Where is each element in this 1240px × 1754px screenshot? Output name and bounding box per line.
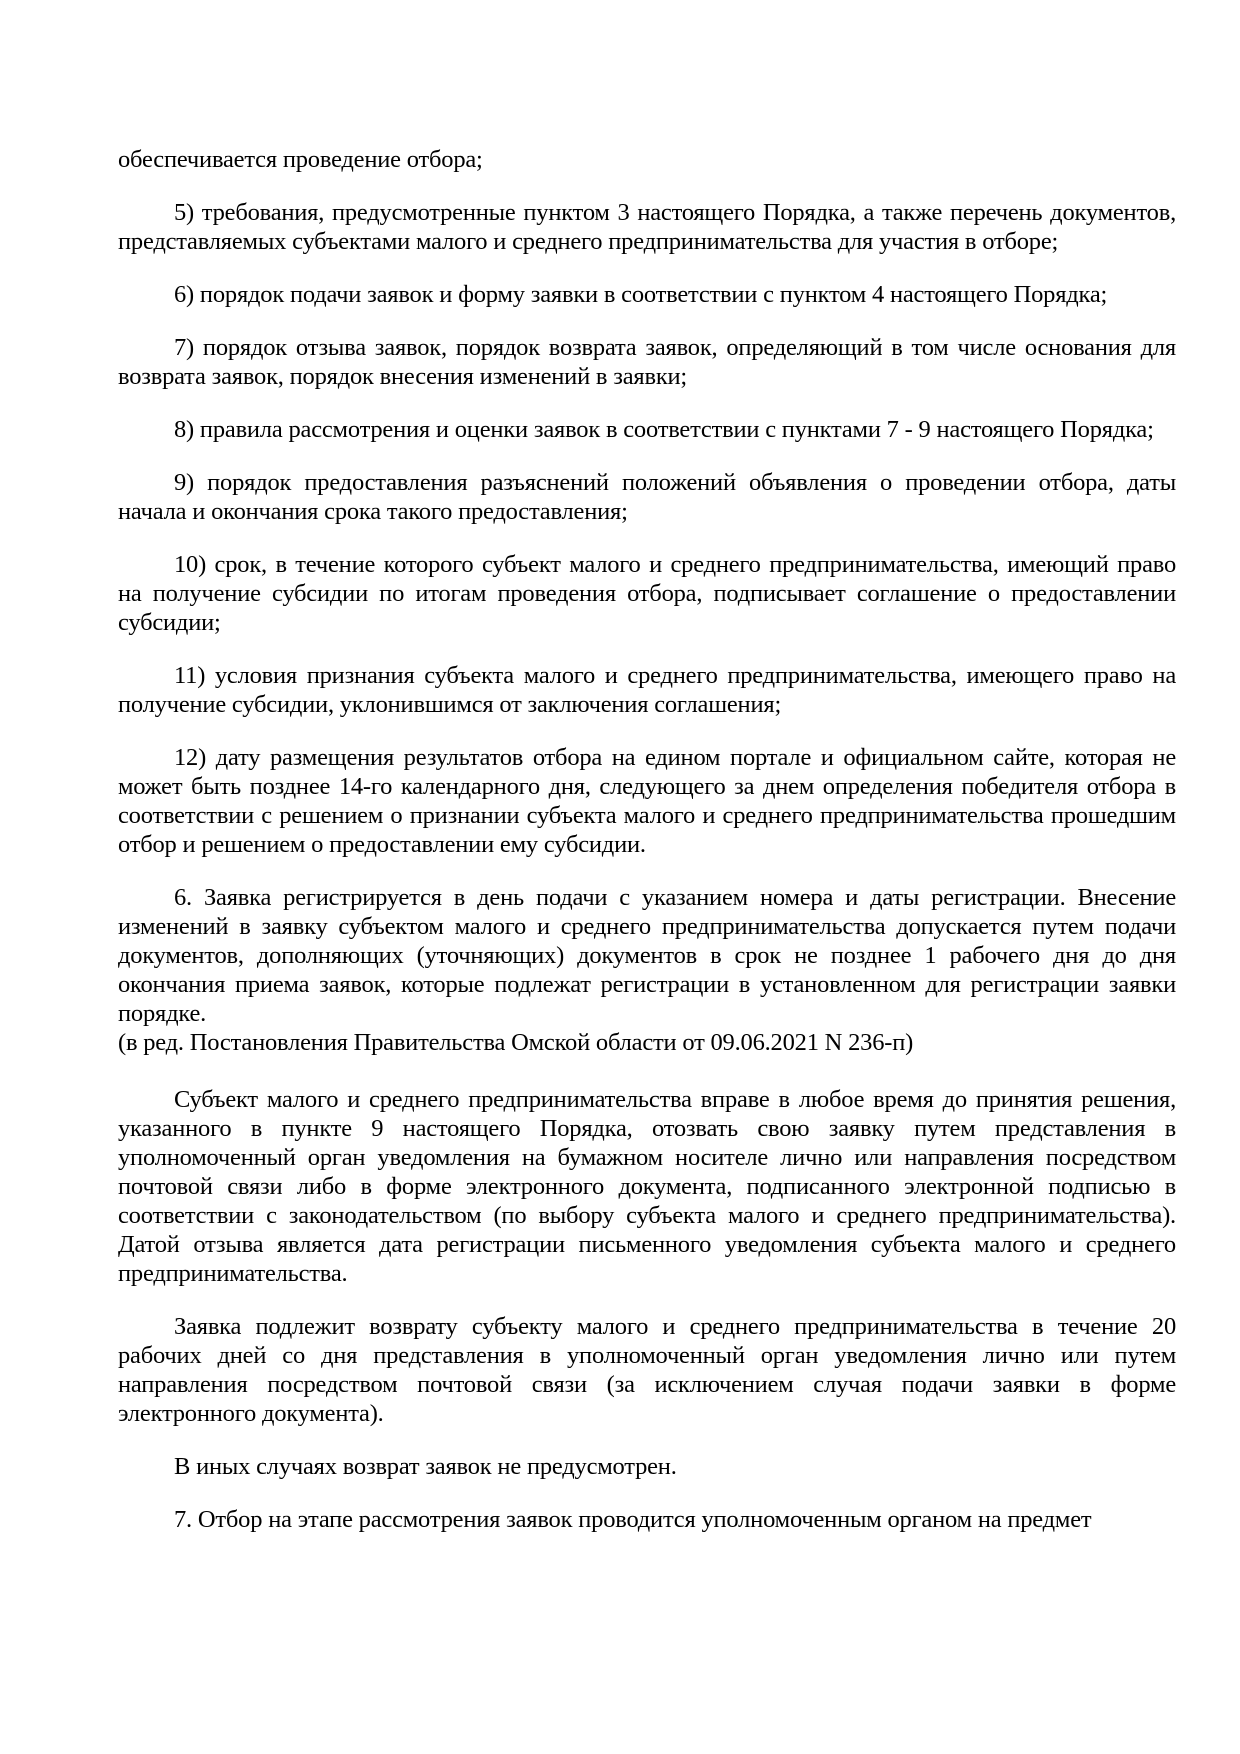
paragraph-return: Заявка подлежит возврату субъекту малого и среднего предпринимательства в течение 20 рабочих дней со дня представления в уполномоченный орган уведомления лично или путем направления посредством почтовой связи (за исключением случая подачи заявки в форме электронного документа). [118,1313,1176,1427]
paragraph-continuation: обеспечивается проведение отбора; [118,146,483,173]
paragraph-item-10: 10) срок, в течение которого субъект малого и среднего предпринимательства, имеющий право на получение субсидии по итогам проведения отбора, подписывает соглашение о предоставлении субсидии; [118,551,1176,636]
paragraph-item-12: 12) дату размещения результатов отбора на едином портале и официальном сайте, которая не может быть позднее 14-го календарного дня, следующего за днем определения победителя отбора в соответствии с решением о признании субъекта малого и среднего предпринимательства прошедшим отбор и решением о предоставлении ему субсидии. [118,744,1176,858]
paragraph-item-7: 7) порядок отзыва заявок, порядок возврата заявок, определяющий в том числе основания для возврата заявок, порядок внесения изменений в заявки; [118,334,1176,390]
paragraph-withdrawal: Субъект малого и среднего предпринимательства вправе в любое время до принятия решения, указанного в пункте 9 настоящего Порядка, отозвать свою заявку путем представления в уполномоченный орган уведомления на бумажном носителе лично или направления посредством почтовой связи либо в форме электронного документа, подписанного электронной подписью в соответствии с законодательством (по выбору субъекта малого и среднего предпринимательства). Датой отзыва является дата регистрации письменного уведомления субъекта малого и среднего предпринимательства. [118,1086,1176,1287]
paragraph-item-11: 11) условия признания субъекта малого и среднего предпринимательства, имеющего право на получение субсидии, уклонившимся от заключения соглашения; [118,662,1176,718]
paragraph-section-6: 6. Заявка регистрируется в день подачи с указанием номера и даты регистрации. Внесение изменений в заявку субъектом малого и среднего предпринимательства допускается путем подачи документов, дополняющих (уточняющих) документов в срок не позднее 1 рабочего дня до дня окончания приема заявок, которые подлежат регистрации в установленном для регистрации заявки порядке. [118,884,1176,1027]
paragraph-item-6: 6) порядок подачи заявок и форму заявки в соответствии с пунктом 4 настоящего Порядка; [174,281,1108,308]
paragraph-section-7: 7. Отбор на этапе рассмотрения заявок проводится уполномоченным органом на предмет [174,1506,1092,1533]
document-page [118,145,1176,1558]
paragraph-item-5: 5) требования, предусмотренные пунктом 3 настоящего Порядка, а также перечень документов, представляемых субъектами малого и среднего предпринимательства для участия в отборе; [118,199,1176,255]
paragraph-item-9: 9) порядок предоставления разъяснений положений объявления о проведении отбора, даты начала и окончания срока такого предоставления; [118,469,1176,525]
paragraph-item-8: 8) правила рассмотрения и оценки заявок в соответствии с пунктами 7 - 9 настоящего Порядка; [174,416,1154,443]
amendment-note: (в ред. Постановления Правительства Омской области от 09.06.2021 N 236-п) [118,1029,914,1056]
paragraph-no-return: В иных случаях возврат заявок не предусмотрен. [174,1453,677,1480]
